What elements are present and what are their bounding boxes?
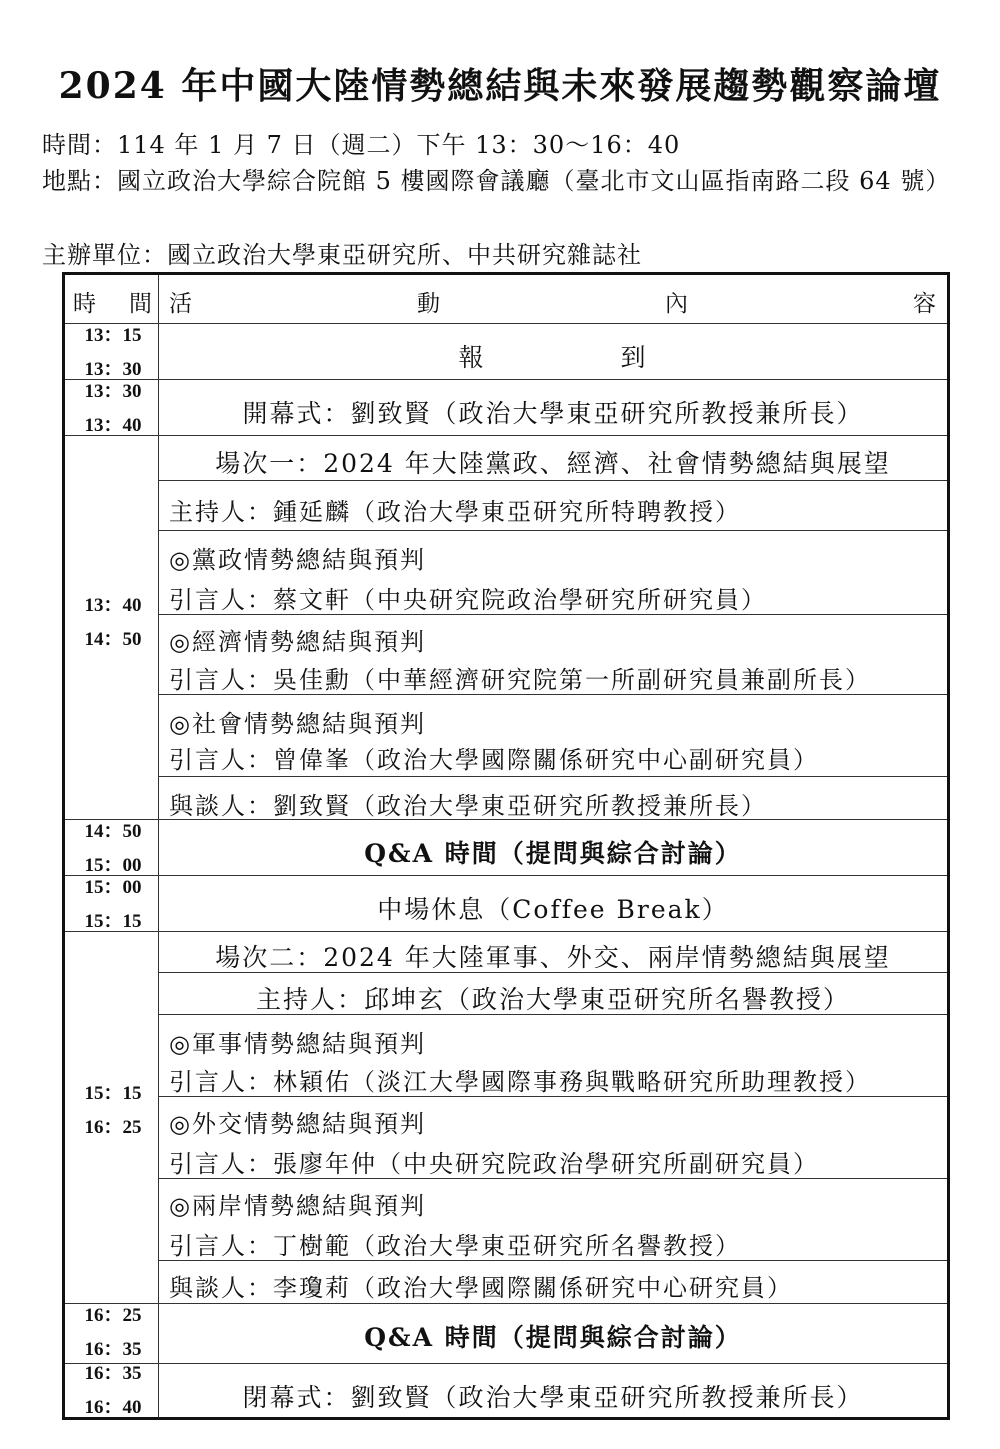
header-act-3: 內 xyxy=(665,291,688,317)
header-act-1: 活 xyxy=(169,291,192,317)
event-time: 時間：114 年 1 月 7 日（週二）下午 13：30～16：40 xyxy=(42,131,681,159)
header-time-1: 時 xyxy=(73,291,96,317)
session-1-topic-2: ◎經濟情勢總結與預判 xyxy=(169,628,426,656)
session-2-title: 場次二：2024 年大陸軍事、外交、兩岸情勢總結與展望 xyxy=(215,943,891,972)
time-end: 14：50 xyxy=(84,629,142,650)
time-start: 13：40 xyxy=(84,595,142,616)
table-row xyxy=(65,323,947,379)
time-end: 13：30 xyxy=(84,359,142,380)
session-1-host: 主持人：鍾延麟（政治大學東亞研究所特聘教授） xyxy=(169,498,741,526)
schedule-table xyxy=(62,272,950,1420)
table-header xyxy=(65,275,947,323)
table-row xyxy=(65,875,947,931)
session-1-title: 場次一：2024 年大陸黨政、經濟、社會情勢總結與展望 xyxy=(215,449,891,478)
activity-checkin: 報 到 xyxy=(458,343,648,372)
time-end: 16：25 xyxy=(84,1117,142,1138)
session-1-topic-1: ◎黨政情勢總結與預判 xyxy=(169,546,426,574)
session-2 xyxy=(65,931,947,1303)
time-end: 16：40 xyxy=(84,1397,142,1418)
time-start: 15：00 xyxy=(84,877,142,898)
session-2-topic-1: ◎軍事情勢總結與預判 xyxy=(169,1030,426,1058)
table-row xyxy=(65,1303,947,1363)
session-2-topic-3: ◎兩岸情勢總結與預判 xyxy=(169,1192,426,1220)
session-1-speaker-3: 引言人：曾偉峯（政治大學國際關係研究中心副研究員） xyxy=(169,746,819,774)
header-act-2: 動 xyxy=(417,291,440,317)
session-1-speaker-1: 引言人：蔡文軒（中央研究院政治學研究所研究員） xyxy=(169,586,767,614)
table-row xyxy=(65,1363,947,1417)
time-start: 15：15 xyxy=(84,1083,142,1104)
header-act-4: 容 xyxy=(913,291,936,317)
activity-break: 中場休息（Coffee Break） xyxy=(377,895,729,924)
time-end: 15：15 xyxy=(84,911,142,932)
activity-closing: 閉幕式：劉致賢（政治大學東亞研究所教授兼所長） xyxy=(242,1383,864,1412)
event-place: 地點：國立政治大學綜合院館 5 樓國際會議廳（臺北市文山區指南路二段 64 號） xyxy=(42,167,951,195)
time-end: 15：00 xyxy=(84,855,142,876)
activity-qa-1: Q&A 時間（提問與綜合討論） xyxy=(364,839,742,868)
time-end: 16：35 xyxy=(84,1339,142,1360)
header-time-2: 間 xyxy=(129,291,152,317)
activity-qa-2: Q&A 時間（提問與綜合討論） xyxy=(364,1323,742,1352)
session-2-discussant: 與談人：李瓊莉（政治大學國際關係研究中心研究員） xyxy=(169,1274,793,1302)
session-2-host: 主持人：邱坤玄（政治大學東亞研究所名譽教授） xyxy=(255,985,850,1014)
session-2-speaker-1: 引言人：林穎佑（淡江大學國際事務與戰略研究所助理教授） xyxy=(169,1068,871,1096)
event-host: 主辦單位：國立政治大學東亞研究所、中共研究雜誌社 xyxy=(42,241,642,269)
time-start: 14：50 xyxy=(84,821,142,842)
time-end: 13：40 xyxy=(84,415,142,436)
session-2-speaker-3: 引言人：丁樹範（政治大學東亞研究所名譽教授） xyxy=(169,1232,741,1260)
session-1 xyxy=(65,435,947,819)
time-start: 16：35 xyxy=(84,1363,142,1384)
session-1-topic-3: ◎社會情勢總結與預判 xyxy=(169,710,426,738)
page-title: 2024 年中國大陸情勢總結與未來發展趨勢觀察論壇 xyxy=(58,65,942,107)
session-1-speaker-2: 引言人：吳佳勳（中華經濟研究院第一所副研究員兼副所長） xyxy=(169,666,871,694)
table-row xyxy=(65,819,947,875)
session-2-topic-2: ◎外交情勢總結與預判 xyxy=(169,1110,426,1138)
table-row xyxy=(65,379,947,435)
time-start: 16：25 xyxy=(84,1305,142,1326)
session-1-discussant: 與談人：劉致賢（政治大學東亞研究所教授兼所長） xyxy=(169,792,767,820)
activity-opening: 開幕式：劉致賢（政治大學東亞研究所教授兼所長） xyxy=(242,399,864,428)
session-2-speaker-2: 引言人：張廖年仲（中央研究院政治學研究所副研究員） xyxy=(169,1150,819,1178)
time-start: 13：15 xyxy=(84,325,142,346)
time-start: 13：30 xyxy=(84,381,142,402)
